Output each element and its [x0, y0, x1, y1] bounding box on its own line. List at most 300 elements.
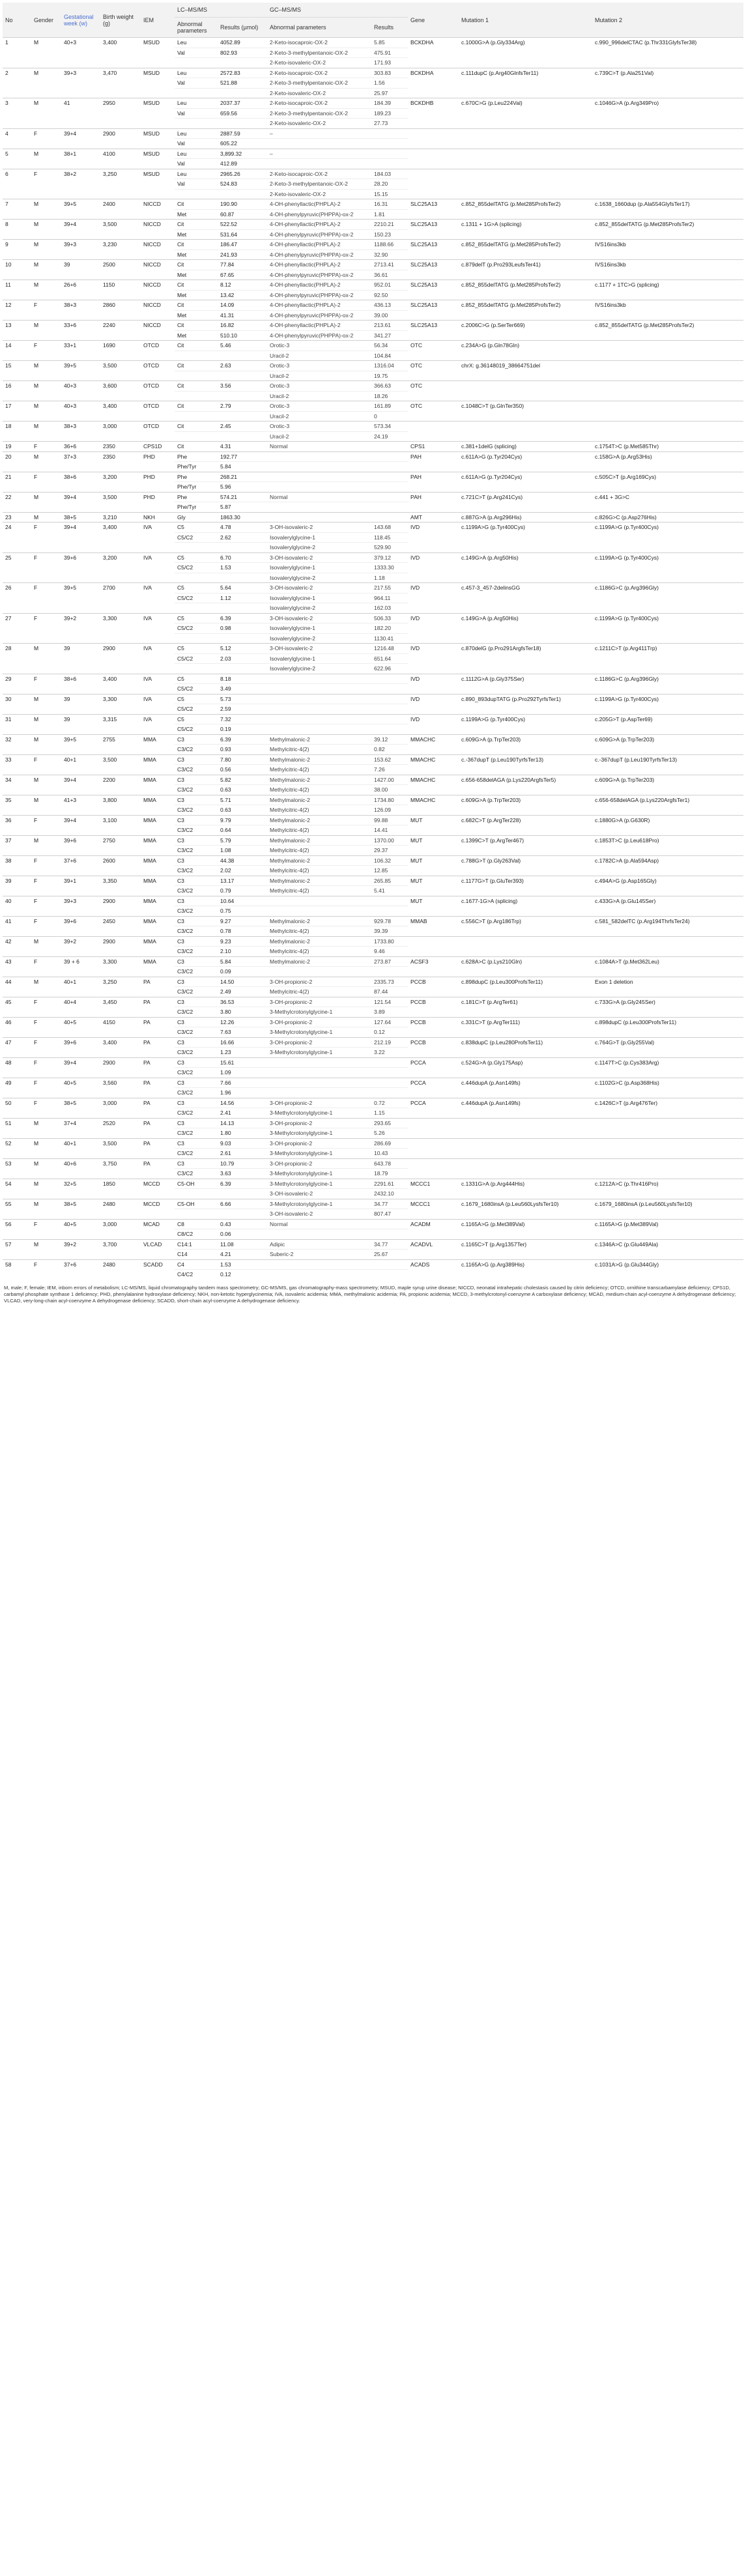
case-iem: MCCD: [141, 1179, 175, 1199]
header-gene: Gene: [408, 3, 459, 38]
lc-abnormal-parameter: C3: [175, 835, 218, 846]
lc-result: 2.61: [218, 1149, 267, 1159]
case-gender: F: [31, 472, 61, 492]
gc-abnormal-parameter: 2-Keto-isovaleric-OX-2: [267, 189, 371, 199]
gc-abnormal-parameter: Isovalerylglycine-1: [267, 532, 371, 543]
lc-result: 5.87: [218, 502, 267, 513]
case-gene: SLC25A13: [408, 300, 459, 321]
case-birth-weight: 3,350: [100, 876, 141, 896]
case-mutation-1: c.852_855delTATG (p.Met285ProfsTer2): [459, 280, 592, 300]
case-gender: F: [31, 754, 61, 775]
table-row: [3, 754, 743, 765]
lc-abnormal-parameter: Cit: [175, 381, 218, 392]
gc-result: [371, 724, 408, 735]
gc-abnormal-parameter: Uracil-2: [267, 411, 371, 422]
gc-result: 1.56: [371, 78, 408, 89]
lc-result: 241.93: [218, 250, 267, 260]
gc-result: 15.15: [371, 189, 408, 199]
lc-result: 6.39: [218, 1179, 267, 1189]
case-gene: BCKDHB: [408, 98, 459, 129]
table-row: [3, 644, 743, 654]
lc-abnormal-parameter: C3/C2: [175, 1068, 218, 1078]
lc-result: 1.53: [218, 563, 267, 573]
lc-abnormal-parameter: Leu: [175, 149, 218, 159]
gc-result: [371, 1057, 408, 1068]
gc-result: 14.41: [371, 825, 408, 836]
case-mutation-1: c.611A>G (p.Tyr204Cys): [459, 451, 592, 472]
lc-abnormal-parameter: C3: [175, 977, 218, 987]
case-mutation-1: c.670C>G (p.Leu224Val): [459, 98, 592, 129]
lc-result: 522.52: [218, 220, 267, 230]
header-gestational-week: Gestational week (w): [61, 3, 100, 38]
case-gender: M: [31, 98, 61, 129]
lc-abnormal-parameter: Cit: [175, 199, 218, 210]
lc-result: 0.63: [218, 785, 267, 795]
lc-result: [218, 371, 267, 381]
case-iem: NICCD: [141, 260, 175, 280]
lc-abnormal-parameter: C3: [175, 1138, 218, 1149]
case-gene: IVD: [408, 694, 459, 714]
case-mutation-1: c.1331G>A (p.Arg444His): [459, 1179, 592, 1199]
case-birth-weight: 2240: [100, 321, 141, 341]
case-mutation-2: c.1186G>C (p.Arg396Gly): [592, 583, 743, 614]
case-gender: F: [31, 1078, 61, 1098]
gc-result: [371, 1068, 408, 1078]
case-mutation-2: c.852_855delTATG (p.Met285ProfsTer2): [592, 220, 743, 240]
lc-result: 190.90: [218, 199, 267, 210]
case-iem: VLCAD: [141, 1239, 175, 1259]
case-gene: PCCA: [408, 1098, 459, 1118]
case-birth-weight: 3,300: [100, 613, 141, 644]
case-birth-weight: 2450: [100, 916, 141, 936]
case-gene: PCCA: [408, 1057, 459, 1078]
lc-result: 2.79: [218, 401, 267, 412]
case-mutation-2: c.739C>T (p.Ala251Val): [592, 68, 743, 98]
gc-result: [371, 906, 408, 917]
lc-abnormal-parameter: Cit: [175, 422, 218, 432]
gc-result: [371, 1270, 408, 1280]
table-row: [3, 220, 743, 230]
gc-abnormal-parameter: Methylmalonic-2: [267, 855, 371, 866]
table-row: [3, 1259, 743, 1270]
table-row: [3, 855, 743, 866]
gc-result: [371, 502, 408, 513]
case-iem: MMA: [141, 734, 175, 754]
case-mutation-1: [459, 1118, 592, 1138]
table-row: [3, 321, 743, 331]
case-mutation-2: c.1199A>G (p.Tyr400Cys): [592, 694, 743, 714]
lc-result: 6.70: [218, 552, 267, 563]
lc-result: [218, 58, 267, 68]
case-mutation-1: c.879delT (p.Pro293LeufsTer41): [459, 260, 592, 280]
case-mutation-2: c.1084A>T (p.Met362Leu): [592, 956, 743, 977]
gc-result: 929.78: [371, 916, 408, 926]
lc-abnormal-parameter: Phe: [175, 492, 218, 502]
case-gestational-week: 39: [61, 714, 100, 734]
case-gender: F: [31, 1259, 61, 1280]
case-birth-weight: 2950: [100, 98, 141, 129]
case-mutation-2: IVS16ins3kb: [592, 240, 743, 260]
gc-result: 87.44: [371, 987, 408, 997]
lc-abnormal-parameter: C14:1: [175, 1239, 218, 1250]
case-iem: PA: [141, 997, 175, 1017]
case-mutation-1: c.656-658delAGA (p.Lys220ArgfsTer5): [459, 775, 592, 795]
case-mutation-2: c.656-658delAGA (p.Lys220ArgfsTer1): [592, 795, 743, 815]
case-number: 56: [3, 1219, 31, 1239]
gc-abnormal-parameter: 3-OH-propionic-2: [267, 1017, 371, 1027]
case-iem: MSUD: [141, 38, 175, 68]
gc-result: 1370.00: [371, 835, 408, 846]
gc-abnormal-parameter: Isovalerylglycine-2: [267, 573, 371, 583]
case-gene: OTC: [408, 341, 459, 361]
case-number: 9: [3, 240, 31, 260]
table-row: [3, 199, 743, 210]
lc-abnormal-parameter: [175, 88, 218, 98]
case-iem: MSUD: [141, 68, 175, 98]
table-row: [3, 149, 743, 159]
case-iem: MCCD: [141, 1199, 175, 1219]
lc-abnormal-parameter: Cit: [175, 361, 218, 371]
lc-abnormal-parameter: C3/C2: [175, 987, 218, 997]
gc-result: 34.77: [371, 1239, 408, 1250]
case-gene: MUT: [408, 835, 459, 855]
gc-abnormal-parameter: 4-OH-phenylpyruvic(PHPPA)-ox-2: [267, 290, 371, 300]
lc-abnormal-parameter: Met: [175, 310, 218, 321]
case-gene: PCCB: [408, 997, 459, 1017]
case-mutation-1: c.149G>A (p.Arg50His): [459, 552, 592, 583]
lc-abnormal-parameter: C3: [175, 916, 218, 926]
lc-result: 7.32: [218, 714, 267, 724]
gc-abnormal-parameter: 3-OH-propionic-2: [267, 977, 371, 987]
case-mutation-2: [592, 128, 743, 149]
case-gender: M: [31, 1199, 61, 1219]
case-birth-weight: 3,300: [100, 956, 141, 977]
lc-abnormal-parameter: C3: [175, 795, 218, 805]
gc-abnormal-parameter: 4-OH-phenyllactic(PHPLA)-2: [267, 199, 371, 210]
table-row: [3, 613, 743, 623]
lc-result: 5.64: [218, 583, 267, 594]
case-mutation-2: c.-367dupT (p.Leu190TyrfsTer13): [592, 754, 743, 775]
table-row: [3, 795, 743, 805]
case-mutation-2: [592, 1158, 743, 1179]
case-number: 26: [3, 583, 31, 614]
table-row: [3, 512, 743, 522]
lc-result: [218, 1209, 267, 1220]
lc-abnormal-parameter: [175, 119, 218, 129]
case-number: 8: [3, 220, 31, 240]
case-mutation-2: c.1199A>G (p.Tyr400Cys): [592, 613, 743, 644]
gc-abnormal-parameter: [267, 1057, 371, 1068]
case-gestational-week: 38+3: [61, 300, 100, 321]
gc-result: 651.64: [371, 653, 408, 664]
gc-result: 184.03: [371, 169, 408, 179]
lc-result: 0.63: [218, 805, 267, 816]
lc-abnormal-parameter: Cit: [175, 300, 218, 311]
case-iem: MMA: [141, 835, 175, 855]
gc-abnormal-parameter: 2-Keto-isocaproic-OX-2: [267, 98, 371, 109]
gc-abnormal-parameter: [267, 1229, 371, 1240]
gc-result: 0.12: [371, 1027, 408, 1038]
lc-result: 5.84: [218, 956, 267, 967]
table-row: [3, 361, 743, 371]
case-gene: MCCC1: [408, 1179, 459, 1199]
case-gestational-week: 38+6: [61, 472, 100, 492]
case-gene: OTC: [408, 401, 459, 422]
gc-abnormal-parameter: Methylcitric-4(2): [267, 886, 371, 896]
case-birth-weight: 2480: [100, 1259, 141, 1280]
case-birth-weight: 2900: [100, 936, 141, 956]
gc-abnormal-parameter: Normal: [267, 442, 371, 452]
lc-result: 3.63: [218, 1169, 267, 1179]
case-birth-weight: 2900: [100, 128, 141, 149]
gc-result: 99.88: [371, 815, 408, 825]
gc-result: 2210.21: [371, 220, 408, 230]
case-gestational-week: 39+4: [61, 775, 100, 795]
gc-abnormal-parameter: 2-Keto-isovaleric-OX-2: [267, 88, 371, 98]
case-gender: F: [31, 1098, 61, 1118]
case-birth-weight: 2700: [100, 583, 141, 614]
case-gestational-week: 39+4: [61, 128, 100, 149]
lc-abnormal-parameter: C3/C2: [175, 1128, 218, 1139]
case-birth-weight: 2350: [100, 442, 141, 452]
gc-abnormal-parameter: [267, 1259, 371, 1270]
case-mutation-2: c.1165A>G (p.Met389Val): [592, 1219, 743, 1239]
case-birth-weight: 3,500: [100, 361, 141, 381]
case-gestational-week: 39+6: [61, 552, 100, 583]
case-mutation-2: c.1880G>A (p.G630R): [592, 815, 743, 835]
table-row: [3, 442, 743, 452]
gc-abnormal-parameter: [267, 684, 371, 694]
gc-result: 366.63: [371, 381, 408, 392]
lc-abnormal-parameter: Met: [175, 209, 218, 220]
lc-abnormal-parameter: Cit: [175, 280, 218, 291]
lc-abnormal-parameter: C3/C2: [175, 1027, 218, 1038]
case-gestational-week: 39+3: [61, 68, 100, 98]
table-row: [3, 876, 743, 886]
case-gender: M: [31, 795, 61, 815]
table-row: [3, 1239, 743, 1250]
lc-abnormal-parameter: C3: [175, 1017, 218, 1027]
case-gene: SLC25A13: [408, 321, 459, 341]
lc-abnormal-parameter: C3: [175, 855, 218, 866]
gc-result: 24.19: [371, 431, 408, 442]
lc-abnormal-parameter: [175, 573, 218, 583]
gc-abnormal-parameter: [267, 512, 371, 522]
lc-abnormal-parameter: C5: [175, 522, 218, 533]
gc-result: 3.89: [371, 1007, 408, 1018]
table-row: [3, 896, 743, 906]
gc-result: [371, 1229, 408, 1240]
lc-abnormal-parameter: Leu: [175, 68, 218, 78]
lc-result: 5.73: [218, 694, 267, 704]
case-iem: NICCD: [141, 240, 175, 260]
lc-result: [218, 119, 267, 129]
lc-abnormal-parameter: C5/C2: [175, 563, 218, 573]
case-birth-weight: 3,500: [100, 220, 141, 240]
table-row: [3, 38, 743, 48]
case-mutation-2: c.1199A>G (p.Tyr400Cys): [592, 522, 743, 553]
case-number: 1: [3, 38, 31, 68]
lc-abnormal-parameter: Met: [175, 290, 218, 300]
gc-result: 153.62: [371, 754, 408, 765]
gc-abnormal-parameter: 2-Keto-isovaleric-OX-2: [267, 119, 371, 129]
case-birth-weight: 2480: [100, 1199, 141, 1219]
case-gestational-week: 33+6: [61, 321, 100, 341]
lc-result: 9.27: [218, 916, 267, 926]
lc-abnormal-parameter: [175, 431, 218, 442]
case-gender: F: [31, 855, 61, 876]
lc-result: [218, 411, 267, 422]
gc-abnormal-parameter: Adipic: [267, 1239, 371, 1250]
gc-abnormal-parameter: 2-Keto-isovaleric-OX-2: [267, 58, 371, 68]
case-gender: M: [31, 1138, 61, 1158]
case-iem: NICCD: [141, 220, 175, 240]
lc-result: 2.63: [218, 361, 267, 371]
lc-result: 5.84: [218, 462, 267, 472]
case-mutation-2: c.898dupC (p.Leu300ProfsTer11): [592, 1017, 743, 1037]
case-birth-weight: 4150: [100, 1017, 141, 1037]
case-mutation-2: c.852_855delTATG (p.Met285ProfsTer2): [592, 321, 743, 341]
gc-result: 0: [371, 411, 408, 422]
gc-result: 2432.10: [371, 1189, 408, 1199]
gc-abnormal-parameter: 3-OH-propionic-2: [267, 1037, 371, 1048]
lc-abnormal-parameter: Val: [175, 78, 218, 89]
gc-abnormal-parameter: [267, 502, 371, 513]
gc-abnormal-parameter: [267, 906, 371, 917]
lc-abnormal-parameter: Leu: [175, 98, 218, 109]
case-gestational-week: 40+3: [61, 381, 100, 401]
case-number: 30: [3, 694, 31, 714]
case-number: 39: [3, 876, 31, 896]
case-birth-weight: 3,800: [100, 795, 141, 815]
case-gender: M: [31, 1239, 61, 1259]
case-gene: [408, 1118, 459, 1138]
case-gestational-week: 32+5: [61, 1179, 100, 1199]
table-row: [3, 260, 743, 270]
gc-abnormal-parameter: [267, 704, 371, 715]
lc-abnormal-parameter: C3: [175, 956, 218, 967]
gc-abnormal-parameter: 4-OH-phenyllactic(PHPLA)-2: [267, 321, 371, 331]
gc-abnormal-parameter: [267, 451, 371, 462]
lc-abnormal-parameter: C5: [175, 613, 218, 623]
case-iem: MSUD: [141, 149, 175, 169]
gc-abnormal-parameter: Orotic-3: [267, 341, 371, 351]
gc-result: 10.43: [371, 1149, 408, 1159]
gc-abnormal-parameter: [267, 967, 371, 977]
case-gestational-week: 39+3: [61, 896, 100, 916]
gc-abnormal-parameter: 4-OH-phenylpyruvic(PHPPA)-ox-2: [267, 310, 371, 321]
case-number: 51: [3, 1118, 31, 1138]
table-row: [3, 522, 743, 533]
lc-abnormal-parameter: C5: [175, 714, 218, 724]
lc-result: 14.09: [218, 300, 267, 311]
case-gender: M: [31, 835, 61, 855]
lc-result: 1.53: [218, 1259, 267, 1270]
case-gestational-week: 38+3: [61, 422, 100, 442]
gc-result: 150.23: [371, 229, 408, 240]
lc-abnormal-parameter: C3: [175, 1158, 218, 1169]
case-gender: M: [31, 775, 61, 795]
gc-abnormal-parameter: 4-OH-phenylpyruvic(PHPPA)-ox-2: [267, 229, 371, 240]
case-number: 38: [3, 855, 31, 876]
case-gestational-week: 40+3: [61, 401, 100, 422]
case-gene: SLC25A13: [408, 240, 459, 260]
case-birth-weight: 3,300: [100, 694, 141, 714]
case-gender: F: [31, 522, 61, 553]
case-number: 47: [3, 1037, 31, 1057]
case-mutation-1: c.890_893dupTATG (p.Pro292TyrfsTer1): [459, 694, 592, 714]
gc-abnormal-parameter: Methylmalonic-2: [267, 956, 371, 967]
case-mutation-2: c.733G>A (p.Gly245Ser): [592, 997, 743, 1017]
gc-result: 341.27: [371, 330, 408, 341]
case-gene: ACADS: [408, 1259, 459, 1280]
case-gestational-week: 40+3: [61, 38, 100, 68]
case-number: 54: [3, 1179, 31, 1199]
lc-abnormal-parameter: Leu: [175, 128, 218, 139]
case-number: 4: [3, 128, 31, 149]
gc-result: 27.73: [371, 119, 408, 129]
gc-abnormal-parameter: Uracil-2: [267, 431, 371, 442]
case-mutation-2: [592, 381, 743, 401]
case-mutation-2: c.1679_1680insA (p.Leu560LysfsTer10): [592, 1199, 743, 1219]
table-row: [3, 835, 743, 846]
case-gender: M: [31, 694, 61, 714]
gc-abnormal-parameter: 3-OH-propionic-2: [267, 1098, 371, 1108]
lc-abnormal-parameter: C3/C2: [175, 947, 218, 957]
gc-abnormal-parameter: 3-Methylcrotonylglycine-1: [267, 1199, 371, 1209]
lc-abnormal-parameter: Phe: [175, 472, 218, 482]
table-row: [3, 936, 743, 947]
lc-result: 1.80: [218, 1128, 267, 1139]
gc-abnormal-parameter: 2-Keto-3-methylpentanoic-OX-2: [267, 108, 371, 119]
lc-abnormal-parameter: [175, 58, 218, 68]
table-row: [3, 169, 743, 179]
lc-result: 3.80: [218, 1007, 267, 1018]
case-mutation-2: c.1102G>C (p.Asp368His): [592, 1078, 743, 1098]
header-lcms: LC–MS/MS: [175, 3, 267, 18]
lc-abnormal-parameter: Cit: [175, 260, 218, 270]
case-number: 55: [3, 1199, 31, 1219]
gc-abnormal-parameter: 4-OH-phenyllactic(PHPLA)-2: [267, 280, 371, 291]
lc-result: [218, 351, 267, 361]
case-iem: MMA: [141, 775, 175, 795]
lc-abnormal-parameter: C5/C2: [175, 623, 218, 634]
case-mutation-1: c.446dupA (p.Asn149fs): [459, 1078, 592, 1098]
case-mutation-1: c.870delG (p.Pro291ArgfsTer18): [459, 644, 592, 674]
gc-result: 106.32: [371, 855, 408, 866]
gc-result: [371, 694, 408, 704]
case-birth-weight: 2900: [100, 644, 141, 674]
lc-abnormal-parameter: C5/C2: [175, 684, 218, 694]
case-iem: MMA: [141, 815, 175, 835]
lc-abnormal-parameter: C3/C2: [175, 866, 218, 876]
gc-abnormal-parameter: 3-OH-isovaleric-2: [267, 583, 371, 594]
case-birth-weight: 2860: [100, 300, 141, 321]
gc-abnormal-parameter: 2-Keto-3-methylpentanoic-OX-2: [267, 179, 371, 190]
case-iem: IVA: [141, 522, 175, 553]
gc-result: [371, 128, 408, 139]
lc-abnormal-parameter: Cit: [175, 442, 218, 452]
table-row: [3, 674, 743, 684]
case-number: 17: [3, 401, 31, 422]
header-lc-results: Results (µmol): [218, 18, 267, 38]
gc-result: 1.15: [371, 1108, 408, 1119]
case-gender: M: [31, 38, 61, 68]
gc-result: 293.65: [371, 1118, 408, 1128]
case-birth-weight: 3,400: [100, 401, 141, 422]
case-number: 44: [3, 977, 31, 997]
lc-abnormal-parameter: C3/C2: [175, 1169, 218, 1179]
